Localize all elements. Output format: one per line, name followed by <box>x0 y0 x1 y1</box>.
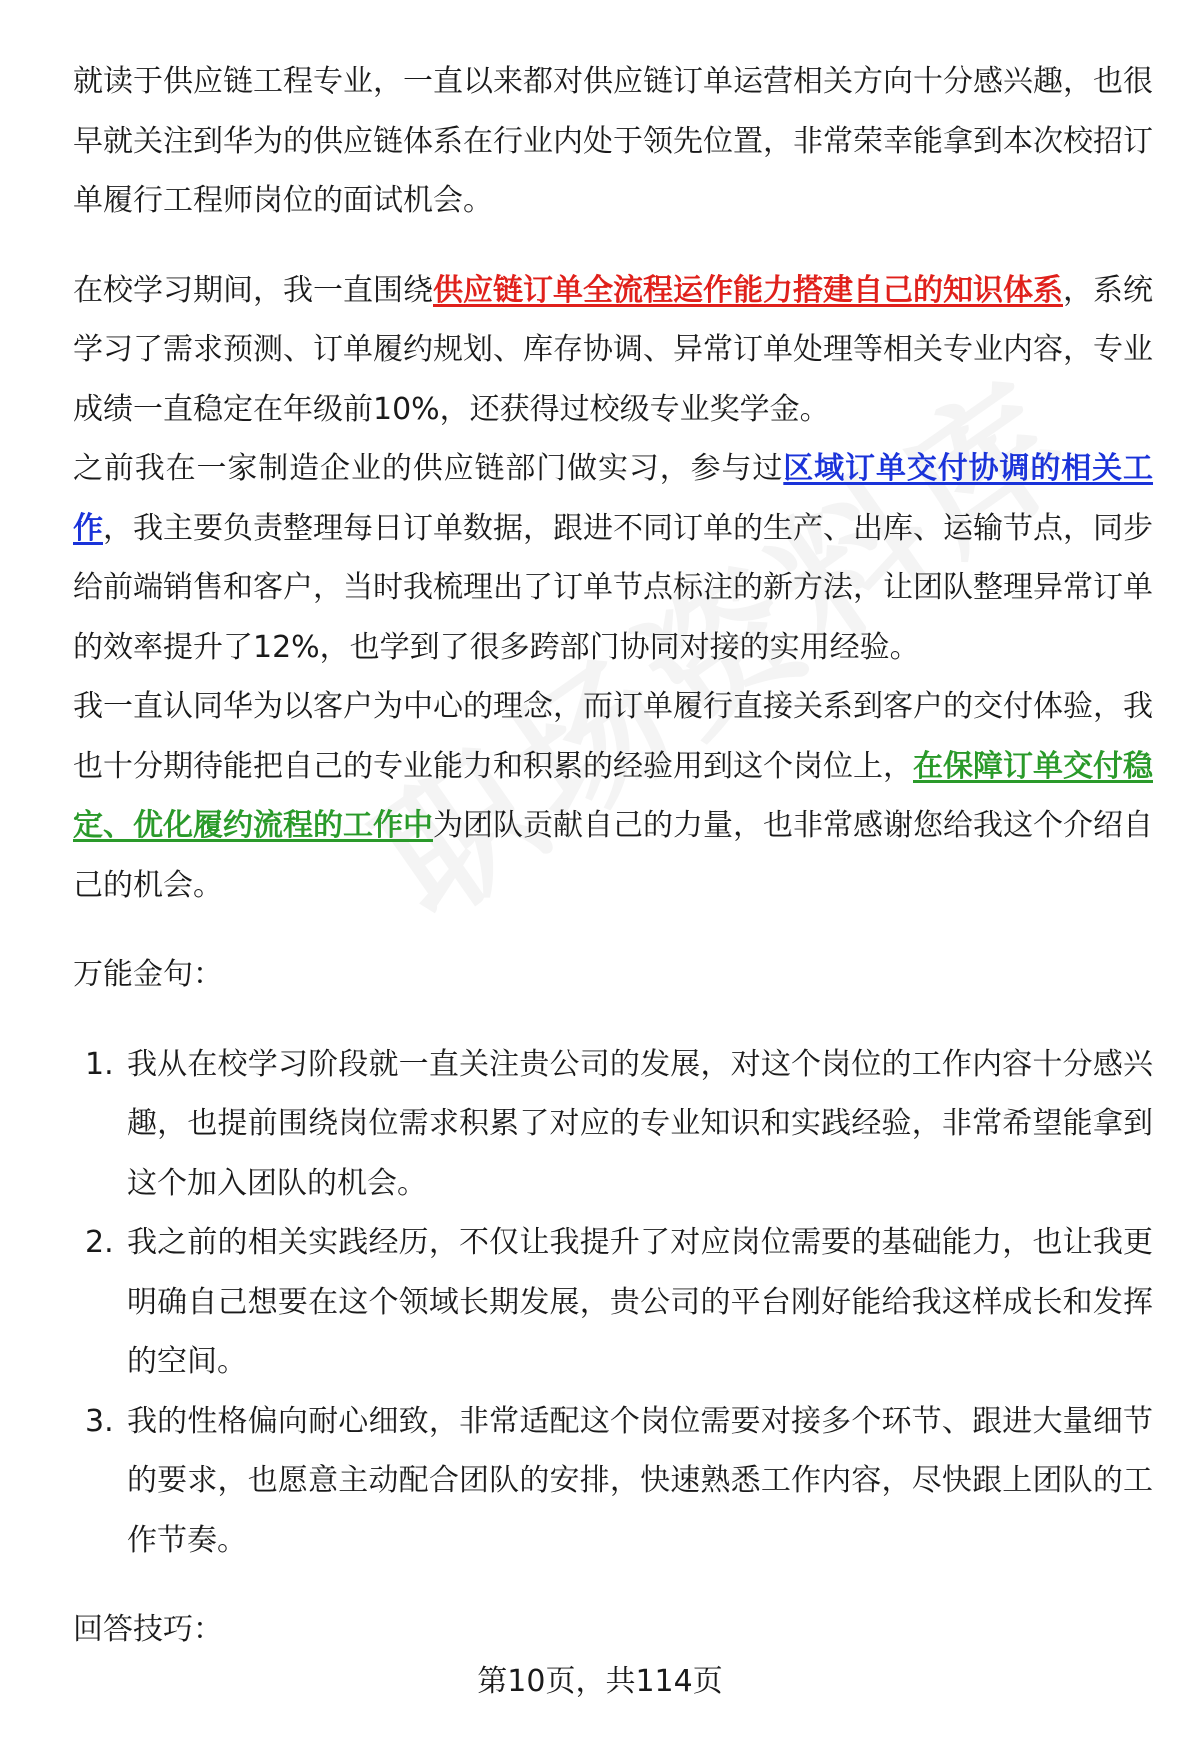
highlight-contribution: 在保障订单交付稳定、优化履约流程的工作中 <box>73 748 1153 843</box>
list-item <box>73 1213 1153 1392</box>
list-item-number: 1. <box>85 1046 114 1082</box>
list-item-text: 我之前的相关实践经历，不仅让我提升了对应岗位需要的基础能力，也让我更明确自己想要在这个领域长期发展，贵公司的平台刚好能给我这样成长和发挥的空间。 <box>127 1225 1153 1379</box>
highlight-internship-work: 区域订单交付协调的相关工作 <box>73 451 1154 546</box>
paragraph-study <box>73 261 1153 440</box>
list-item <box>73 1392 1153 1571</box>
list-item-number: 3. <box>85 1403 114 1439</box>
list-item-text: 我的性格偏向耐心细致，非常适配这个岗位需要对接多个环节、跟进大量细节的要求，也愿意主动配合团队的安排，快速熟悉工作内容，尽快跟上团队的工作节奏。 <box>127 1403 1153 1558</box>
section-heading-tips: 回答技巧： <box>73 1612 223 1647</box>
paragraph-internship-rest: ，我主要负责整理每日订单数据，跟进不同订单的生产、出库、运输节点，同步给前端销售和客户，当时我梳理出了订单节点标注的新方法，让团队整理异常订单的效率提升了12%，也学到了很多跨部门协同对接的实用经验。 <box>73 510 1153 665</box>
list-item-number: 2. <box>85 1225 114 1260</box>
paragraph-study-rest: ，系统学习了需求预测、订单履约规划、库存协调、异常订单处理等相关专业内容，专业成绩一直稳定在年级前10%，还获得过校级专业奖学金。 <box>73 272 1153 427</box>
paragraph-motivation-rest: 为团队贡献自己的力量，也非常感谢您给我这个介绍自己的机会。 <box>73 808 1153 903</box>
document-body <box>73 52 1153 1660</box>
page-number: 第10页，共114页 <box>477 1664 723 1699</box>
paragraph-intro: 就读于供应链工程专业，一直以来都对供应链订单运营相关方向十分感兴趣，也很早就关注到华为的供应链体系在行业内处于领先位置，非常荣幸能拿到本次校招订单履行工程师岗位的面试机会。 <box>73 64 1153 218</box>
paragraph-study-lead: 在校学习期间，我一直围绕 <box>73 272 433 308</box>
paragraph-motivation <box>73 677 1153 915</box>
paragraph-motivation-lead: 我一直认同华为以客户为中心的理念，而订单履行直接关系到客户的交付体验，我也十分期待能把自己的专业能力和积累的经验用到这个岗位上， <box>73 689 1153 784</box>
list-item-text: 我从在校学习阶段就一直关注贵公司的发展，对这个岗位的工作内容十分感兴趣，也提前围绕岗位需求积累了对应的专业知识和实践经验，非常希望能拿到这个加入团队的机会。 <box>127 1046 1153 1201</box>
highlight-knowledge-system: 供应链订单全流程运作能力搭建自己的知识体系 <box>433 272 1063 308</box>
list-item <box>73 1035 1153 1214</box>
golden-sentence-list <box>73 1035 1153 1571</box>
paragraph-internship-lead: 之前我在一家制造企业的供应链部门做实习，参与过 <box>73 451 784 486</box>
paragraph-internship <box>73 439 1153 677</box>
section-heading-golden: 万能金句： <box>73 957 223 992</box>
